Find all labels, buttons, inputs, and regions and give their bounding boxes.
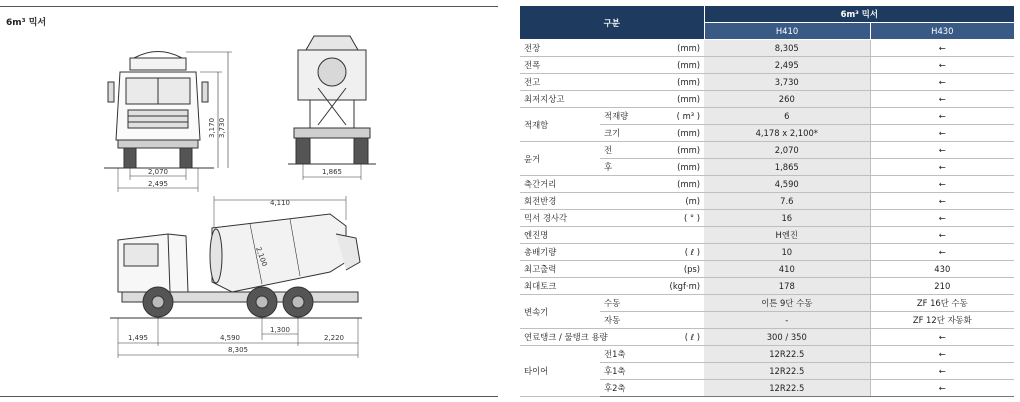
table-row: [520, 295, 1014, 312]
row-category: 총배기량: [520, 244, 600, 261]
row-category: 윤거: [520, 142, 600, 176]
row-category: 엔진명: [520, 227, 600, 244]
row-value-h410: 12R22.5: [704, 380, 870, 397]
row-unit: (mm): [644, 40, 704, 57]
row-value-h410: 260: [704, 91, 870, 108]
row-category: 전장: [520, 40, 600, 57]
row-unit: (kgf·m): [644, 278, 704, 295]
row-value-h430: ZF 16단 수동: [870, 295, 1014, 312]
row-value-h410: 12R22.5: [704, 346, 870, 363]
table-row: [520, 346, 1014, 363]
row-value-h430: ←: [870, 125, 1014, 142]
row-category: 변속기: [520, 295, 600, 329]
row-value-h410: 이튼 9단 수동: [704, 295, 870, 312]
row-value-h410: 10: [704, 244, 870, 261]
row-unit: (mm): [644, 74, 704, 91]
bottom-rule: [0, 396, 498, 397]
row-value-h410: -: [704, 312, 870, 329]
dim-front-h1: 3,170: [208, 117, 216, 138]
header-model-2: H430: [870, 23, 1014, 40]
row-value-h410: 16: [704, 210, 870, 227]
row-value-h410: 410: [704, 261, 870, 278]
table-row: [520, 57, 1014, 74]
row-unit: (mm): [644, 91, 704, 108]
row-category: 전고: [520, 74, 600, 91]
row-sub: 자동: [600, 312, 644, 329]
row-value-h430: ←: [870, 159, 1014, 176]
row-sub: [600, 176, 644, 193]
dim-total-length: 8,305: [227, 346, 249, 354]
row-unit: [644, 346, 704, 363]
row-value-h430: ←: [870, 363, 1014, 380]
row-sub: [600, 261, 644, 278]
model-title: 6m³ 믹서: [6, 18, 47, 28]
row-sub: [600, 244, 644, 261]
row-value-h430: ←: [870, 108, 1014, 125]
rear-view: [288, 36, 376, 180]
row-sub: [600, 74, 644, 91]
row-category: 최고출력: [520, 261, 600, 278]
row-value-h410: 4,590: [704, 176, 870, 193]
row-sub: [600, 91, 644, 108]
table-row: [520, 176, 1014, 193]
row-unit: ( ℓ ): [644, 244, 704, 261]
row-value-h430: ←: [870, 40, 1014, 57]
table-row: [520, 108, 1014, 125]
row-value-h430: ←: [870, 227, 1014, 244]
row-value-h410: 2,495: [704, 57, 870, 74]
row-sub: 전1축: [600, 346, 644, 363]
row-value-h410: 12R22.5: [704, 363, 870, 380]
row-unit: (mm): [644, 176, 704, 193]
row-value-h410: H엔진: [704, 227, 870, 244]
row-category: 축간거리: [520, 176, 600, 193]
header-group: 구분: [520, 6, 704, 40]
row-value-h410: 2,070: [704, 142, 870, 159]
table-row: [520, 193, 1014, 210]
row-category: 타이어: [520, 346, 600, 397]
row-unit: [644, 363, 704, 380]
row-value-h410: 7.6: [704, 193, 870, 210]
row-value-h410: 6: [704, 108, 870, 125]
row-unit: [644, 295, 704, 312]
row-sub: [600, 57, 644, 74]
dim-front-h2: 3,730: [218, 117, 226, 138]
row-value-h430: 210: [870, 278, 1014, 295]
row-unit: (mm): [644, 142, 704, 159]
row-sub: 전: [600, 142, 644, 159]
row-value-h410: 178: [704, 278, 870, 295]
row-category: 믹서 경사각: [520, 210, 600, 227]
row-category: 연료탱크 / 물탱크 용량: [520, 329, 644, 346]
spec-table: [520, 6, 1014, 397]
row-unit: ( m³ ): [644, 108, 704, 125]
row-unit: ( ℓ ): [644, 329, 704, 346]
row-unit: (ps): [644, 261, 704, 278]
row-sub: 후2축: [600, 380, 644, 397]
drawing-panel: [0, 0, 500, 402]
table-row: [520, 278, 1014, 295]
row-category: 최저지상고: [520, 91, 600, 108]
dim-overhang-rear: 2,220: [323, 334, 345, 342]
row-value-h410: 300 / 350: [704, 329, 870, 346]
row-value-h430: ←: [870, 380, 1014, 397]
row-sub: 후: [600, 159, 644, 176]
header-spec: 6m³ 믹서: [704, 6, 1014, 23]
row-value-h430: ←: [870, 91, 1014, 108]
row-sub: [600, 278, 644, 295]
row-unit: [644, 380, 704, 397]
table-row: [520, 210, 1014, 227]
row-value-h430: ←: [870, 142, 1014, 159]
row-value-h430: ←: [870, 244, 1014, 261]
table-row: [520, 329, 1014, 346]
row-sub: [600, 210, 644, 227]
row-sub: [600, 227, 644, 244]
row-value-h430: 430: [870, 261, 1014, 278]
row-value-h430: ←: [870, 193, 1014, 210]
row-value-h410: 1,865: [704, 159, 870, 176]
table-row: [520, 91, 1014, 108]
row-value-h410: 8,305: [704, 40, 870, 57]
row-value-h430: ←: [870, 74, 1014, 91]
table-row: [520, 40, 1014, 57]
row-category: 전폭: [520, 57, 600, 74]
header-row-1: [520, 6, 1014, 23]
row-unit: [644, 312, 704, 329]
row-category: 적재함: [520, 108, 600, 142]
table-row: [520, 244, 1014, 261]
row-value-h430: ←: [870, 329, 1014, 346]
row-unit: [644, 227, 704, 244]
row-value-h410: 4,178 x 2,100*: [704, 125, 870, 142]
dim-side-top: 4,110: [269, 199, 291, 207]
table-row: [520, 227, 1014, 244]
row-unit: (mm): [644, 57, 704, 74]
dim-overhang-front: 1,495: [127, 334, 149, 342]
header-model-1: H410: [704, 23, 870, 40]
row-value-h430: ←: [870, 57, 1014, 74]
row-sub: [600, 193, 644, 210]
row-sub: 후1축: [600, 363, 644, 380]
dim-drum: 2,100: [254, 245, 269, 268]
row-sub: 크기: [600, 125, 644, 142]
row-unit: (mm): [644, 159, 704, 176]
dim-axle-spacing: 1,300: [269, 326, 291, 334]
row-category: 회전반경: [520, 193, 600, 210]
dim-front-width: 2,495: [147, 180, 169, 188]
row-unit: (m): [644, 193, 704, 210]
row-value-h430: ←: [870, 346, 1014, 363]
row-value-h430: ZF 12단 자동화: [870, 312, 1014, 329]
dim-front-track: 2,070: [147, 168, 169, 176]
row-value-h430: ←: [870, 210, 1014, 227]
truck-drawings: [0, 0, 500, 402]
row-unit: (mm): [644, 125, 704, 142]
row-unit: ( ° ): [644, 210, 704, 227]
table-row: [520, 261, 1014, 278]
row-sub: [600, 40, 644, 57]
dim-wheelbase: 4,590: [219, 334, 241, 342]
row-sub: 수동: [600, 295, 644, 312]
row-value-h430: ←: [870, 176, 1014, 193]
row-sub: 적재량: [600, 108, 644, 125]
row-category: 최대토크: [520, 278, 600, 295]
row-value-h410: 3,730: [704, 74, 870, 91]
table-row: [520, 74, 1014, 91]
dim-rear-track: 1,865: [321, 168, 343, 176]
table-row: [520, 142, 1014, 159]
